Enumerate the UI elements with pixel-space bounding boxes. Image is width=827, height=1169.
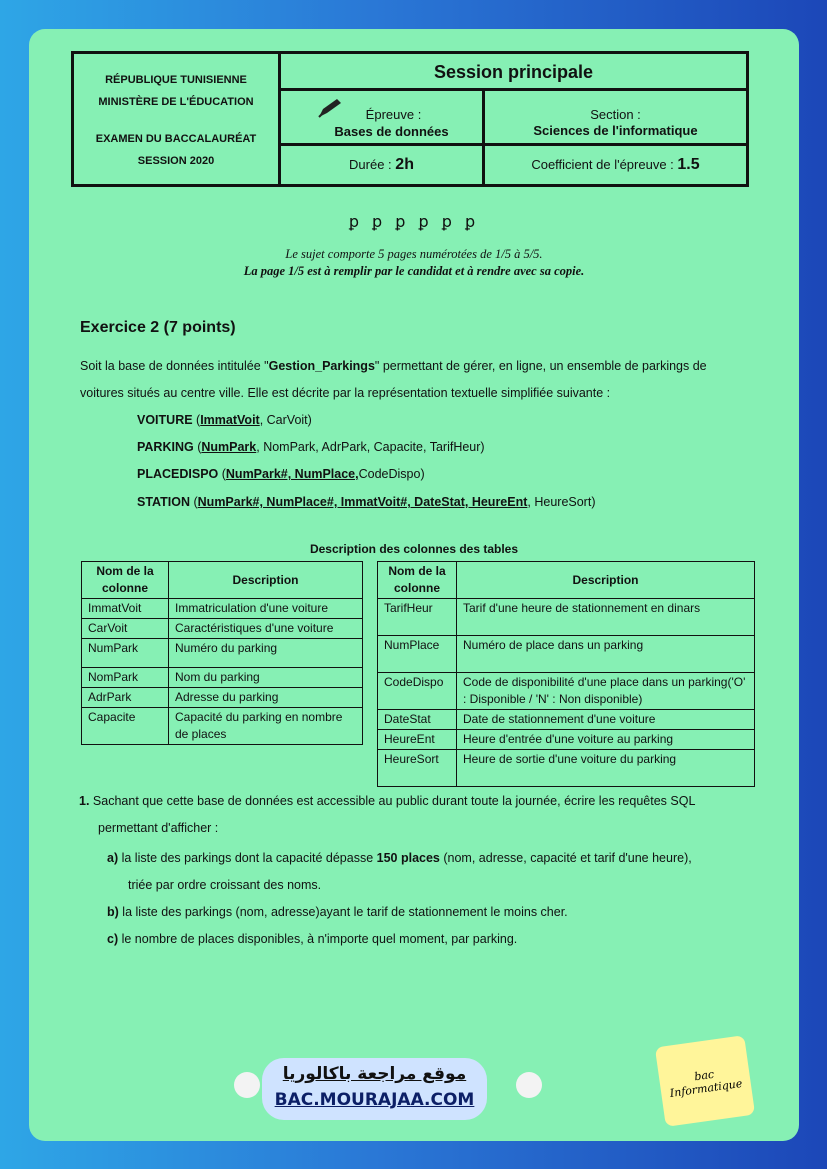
question-1a-line-2: triée par ordre croissant des noms.	[128, 878, 322, 892]
item-text: le nombre de places disponibles, à n'importe quel moment, par parking.	[121, 932, 518, 946]
schema-placedispo	[137, 467, 425, 481]
site-logo-icon	[234, 1072, 260, 1098]
table-header-row	[378, 562, 755, 599]
sticker-text: bac Informatique	[669, 1067, 744, 1100]
col-desc: Numéro du parking	[169, 639, 363, 668]
col-name-header: Nom de la colonne	[82, 562, 169, 599]
col-desc: Code de disponibilité d'une place dans un parking('O' : Disponible / 'N' : Non disponible)	[457, 673, 755, 710]
col-name: CodeDispo	[378, 673, 457, 710]
schema-voiture	[137, 413, 312, 427]
para-text-3: voitures situés au centre ville. Elle est décrite par la représentation textuelle simplifiée suivante :	[80, 386, 611, 400]
question-text: Sachant que cette base de données est accessible au public durant toute la journée, écrire les requêtes SQL	[92, 794, 696, 808]
table-row	[82, 619, 363, 639]
epreuve-cell	[281, 91, 485, 146]
coef-value: 1.5	[677, 156, 700, 173]
schema-keys: ImmatVoit	[200, 413, 260, 427]
col-desc-header: Description	[457, 562, 755, 599]
schema-table-name: VOITURE	[137, 413, 193, 427]
coef-cell	[485, 146, 746, 184]
col-desc: Date de stationnement d'une voiture	[457, 710, 755, 730]
site-logo-icon	[516, 1072, 542, 1098]
table-row	[378, 710, 755, 730]
section-cell	[485, 91, 746, 146]
col-name: HeureSort	[378, 750, 457, 787]
col-name: HeureEnt	[378, 730, 457, 750]
schema-table-name: STATION	[137, 495, 191, 509]
table-row	[82, 668, 363, 688]
col-desc: Capacité du parking en nombre de places	[169, 708, 363, 745]
duree-label: Durée :	[349, 157, 392, 172]
item-label: c)	[107, 932, 119, 946]
section-value: Sciences de l'informatique	[533, 123, 698, 138]
table-row	[82, 688, 363, 708]
col-name: Capacite	[82, 708, 169, 745]
question-1b	[107, 899, 568, 926]
item-bold: 150 places	[376, 851, 440, 865]
ministry-label: MINISTÈRE DE L'ÉDUCATION	[98, 96, 254, 108]
schema-keys: NumPark#, NumPlace,	[225, 467, 359, 481]
col-desc: Immatriculation d'une voiture	[169, 599, 363, 619]
coef-label: Coefficient de l'épreuve :	[531, 157, 674, 172]
item-text-2: (nom, adresse, capacité et tarif d'une heure),	[439, 851, 692, 865]
session-year: SESSION 2020	[137, 155, 215, 167]
schema-table-name: PARKING	[137, 440, 194, 454]
exercise-title: Exercice 2 (7 points)	[80, 319, 236, 336]
col-desc: Nom du parking	[169, 668, 363, 688]
table-row	[378, 673, 755, 710]
schema-open: (	[190, 495, 198, 509]
schema-keys: NumPark	[201, 440, 257, 454]
epreuve-value: Bases de données	[334, 124, 449, 139]
table-row	[82, 708, 363, 745]
exam-page	[29, 29, 799, 1141]
item-label: a)	[107, 851, 119, 865]
question-number: 1.	[79, 794, 90, 808]
header-institution	[74, 54, 281, 184]
question-1	[79, 788, 769, 815]
schema-open: (	[192, 413, 201, 427]
col-name: TarifHeur	[378, 599, 457, 636]
exercise-paragraph	[80, 353, 760, 407]
col-name: CarVoit	[82, 619, 169, 639]
page-frame	[29, 29, 799, 1141]
para-text-2: " permettant de gérer, en ligne, un ensemble de parkings de	[374, 359, 707, 373]
schema-table-name: PLACEDISPO	[137, 467, 219, 481]
col-name: ImmatVoit	[82, 599, 169, 619]
col-name: AdrPark	[82, 688, 169, 708]
para-text-1: Soit la base de données intitulée "	[80, 359, 269, 373]
col-name: NomPark	[82, 668, 169, 688]
intro-line-1: Le sujet comporte 5 pages numérotées de 1/5 à 5/5.	[285, 247, 543, 261]
site-badge[interactable]	[262, 1058, 487, 1120]
col-desc: Caractéristiques d'une voiture	[169, 619, 363, 639]
table-row	[378, 730, 755, 750]
table-header-row	[82, 562, 363, 599]
table-row	[378, 636, 755, 673]
col-desc: Heure d'entrée d'une voiture au parking	[457, 730, 755, 750]
schema-station	[137, 495, 596, 509]
item-text: la liste des parkings dont la capacité dépasse	[121, 851, 377, 865]
schema-open: (	[193, 440, 202, 454]
col-desc: Tarif d'une heure de stationnement en dinars	[457, 599, 755, 636]
schema-rest: , NomPark, AdrPark, Capacite, TarifHeur)	[256, 440, 485, 454]
exam-label: EXAMEN DU BACCALAURÉAT	[95, 133, 257, 145]
epreuve-label: Épreuve :	[365, 107, 422, 122]
republic-label: RÉPUBLIQUE TUNISIENNE	[105, 74, 247, 86]
col-desc-header: Description	[169, 562, 363, 599]
table-row	[378, 599, 755, 636]
schema-keys: NumPark#, NumPlace#, ImmatVoit#, DateStat, HeureEnt	[197, 495, 528, 509]
col-desc: Numéro de place dans un parking	[457, 636, 755, 673]
duree-cell	[281, 146, 485, 184]
columns-table-left	[81, 561, 363, 745]
section-label: Section :	[590, 107, 641, 122]
columns-table-right	[377, 561, 755, 787]
schema-rest: , CarVoit)	[259, 413, 312, 427]
col-desc: Adresse du parking	[169, 688, 363, 708]
schema-open: (	[218, 467, 226, 481]
table-row	[82, 599, 363, 619]
col-name: DateStat	[378, 710, 457, 730]
question-1a	[107, 845, 767, 872]
col-desc: Heure de sortie d'une voiture du parking	[457, 750, 755, 787]
schema-rest: , HeureSort)	[527, 495, 596, 509]
table-row	[378, 750, 755, 787]
decorative-symbols: ꝑ ꝑ ꝑ ꝑ ꝑ ꝑ	[348, 212, 480, 231]
bac-informatique-sticker	[655, 1035, 755, 1127]
col-name: NumPark	[82, 639, 169, 668]
question-1-line-2: permettant d'afficher :	[98, 821, 219, 835]
site-url-link[interactable]: BAC.MOURAJAA.COM	[274, 1090, 475, 1110]
item-label: b)	[107, 905, 119, 919]
intro-line-2: La page 1/5 est à remplir par le candidat et à rendre avec sa copie.	[243, 264, 585, 278]
col-name: NumPlace	[378, 636, 457, 673]
question-1c	[107, 926, 517, 953]
site-name-arabic[interactable]: موقع مراجعة باكالوريا	[282, 1064, 467, 1084]
schema-parking	[137, 440, 485, 454]
db-name: Gestion_Parkings	[268, 359, 375, 373]
item-text: la liste des parkings (nom, adresse)ayant le tarif de stationnement le moins cher.	[122, 905, 568, 919]
session-type: Session principale	[281, 54, 746, 91]
duree-value: 2h	[395, 156, 414, 173]
table-row	[82, 639, 363, 668]
header-details	[281, 54, 746, 184]
col-name-header: Nom de la colonne	[378, 562, 457, 599]
description-title: Description des colonnes des tables	[309, 542, 519, 556]
exam-header	[71, 51, 749, 187]
schema-rest: CodeDispo)	[358, 467, 425, 481]
